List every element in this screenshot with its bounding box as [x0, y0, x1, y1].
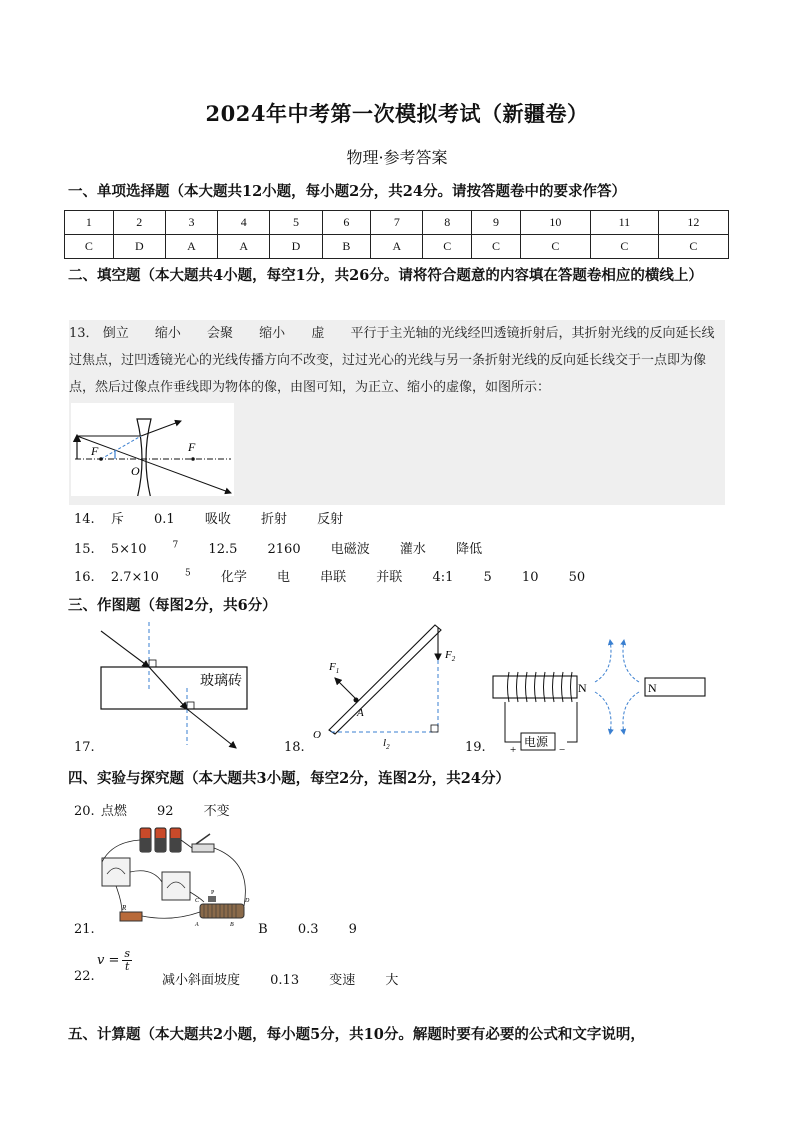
answer-table-number-cell: 7	[371, 211, 423, 235]
rheostat-slider	[208, 896, 216, 902]
q20-answer: 点燃	[100, 804, 127, 819]
answer-table-number-cell: 9	[472, 211, 521, 235]
q16-answer: 并联	[376, 570, 403, 585]
q13-answer: 会聚	[207, 326, 234, 341]
wire	[505, 702, 521, 742]
label-p: P	[211, 890, 215, 896]
q15-number: 15.	[74, 542, 95, 557]
emergent-ray	[187, 709, 236, 748]
q15-answer: 灌水	[399, 542, 426, 557]
label-r: R	[122, 904, 127, 912]
q22-answer: 减小斜面坡度	[162, 973, 241, 988]
label-c: C	[195, 898, 200, 904]
label-minus: −	[559, 744, 566, 755]
answer-table-number-cell: 4	[218, 211, 270, 235]
answer-table-number-cell: 5	[270, 211, 322, 235]
label-power: 电源	[524, 735, 549, 749]
answer-table-answer-cell: C	[65, 235, 114, 259]
q17-number: 17.	[74, 740, 95, 755]
q16-row	[74, 566, 611, 585]
q21-answer: 9	[348, 922, 357, 937]
center-ray	[77, 436, 231, 493]
section1-heading: 一、单项选择题（本大题共12小题，每小题2分，共24分。请按答题卷中的要求作答）	[68, 183, 626, 200]
section3-heading: 三、作图题（每图2分，共6分）	[68, 597, 277, 614]
rheostat	[200, 904, 244, 918]
q21-answer: B	[258, 922, 268, 937]
incident-ray	[101, 631, 149, 667]
label-f1: $F_1$	[329, 661, 340, 675]
label-o: O	[313, 729, 321, 741]
q18-diagram	[305, 620, 475, 755]
focus-point	[191, 457, 195, 461]
q22-number: 22.	[74, 969, 95, 984]
q19-diagram	[485, 630, 715, 755]
q13-answer: 缩小	[259, 326, 286, 341]
q15-answer-first: 5×10 $^7$	[110, 540, 179, 557]
formula-fraction	[122, 948, 132, 973]
q14-answer: 0.1	[153, 512, 175, 527]
right-angle-mark	[149, 660, 156, 667]
formula-numerator: s	[124, 947, 131, 960]
label-a: A	[195, 922, 199, 928]
q22-answer: 变速	[329, 973, 356, 988]
q16-answer: 10	[521, 570, 539, 585]
q13-block	[69, 320, 725, 505]
refracted-ray	[141, 421, 181, 436]
section4-heading: 四、实验与探究题（本大题共3小题，每空2分，连图2分，共24分）	[68, 770, 510, 787]
q15-answer: 电磁波	[330, 542, 370, 557]
switch-lever	[196, 834, 210, 844]
section5-heading: 五、计算题（本大题共2小题，每小题5分，共10分。解题时要有必要的公式和文字说明，	[68, 1026, 645, 1043]
ammeter	[162, 872, 190, 900]
q14-answer: 吸收	[204, 512, 231, 527]
wire	[567, 702, 577, 742]
answer-table-number-cell: 10	[520, 211, 590, 235]
q14-number: 14.	[74, 512, 95, 527]
answer-table-number-cell: 1	[65, 211, 114, 235]
label-f-left: F	[91, 444, 99, 458]
q20-answer: 92	[156, 804, 174, 819]
answer-table-number-cell: 11	[590, 211, 658, 235]
answer-table-answer-cell: A	[371, 235, 423, 259]
answer-table-answer-cell: A	[165, 235, 217, 259]
q22-row	[162, 969, 424, 988]
label-plus: +	[510, 744, 517, 755]
answer-table-number-row	[65, 211, 729, 235]
formula-denominator: t	[124, 960, 130, 973]
label-f2: $F_2$	[445, 649, 456, 663]
label-n-magnet: N	[648, 681, 657, 695]
q13-answer: 缩小	[154, 326, 181, 341]
q22-answer: 0.13	[270, 973, 300, 988]
answer-table-answer-cell: C	[472, 235, 521, 259]
switch	[192, 844, 214, 852]
q21-circuit-diagram	[92, 822, 252, 932]
section2-heading: 二、填空题（本大题共4小题，每空1分，共26分。请将符合题意的内容填在答题卷相应的横线上）	[68, 267, 703, 284]
answer-table-answer-cell: A	[218, 235, 270, 259]
label-b: B	[230, 922, 234, 928]
q21-answer: 0.3	[297, 922, 319, 937]
answer-table-answer-cell: C	[520, 235, 590, 259]
q13-number: 13．	[69, 326, 99, 341]
q15-answer: 降低	[456, 542, 483, 557]
q14-answer: 折射	[260, 512, 287, 527]
q20-answer: 不变	[203, 804, 230, 819]
answer-table	[64, 210, 729, 259]
q13-text	[69, 320, 725, 401]
label-a: A	[357, 707, 364, 719]
answer-table-answer-row	[65, 235, 729, 259]
q18-number: 18.	[284, 740, 305, 755]
q20-number: 20.	[74, 804, 95, 819]
q21-row	[74, 922, 383, 937]
q16-answer: 50	[568, 570, 586, 585]
q16-answer: 4:1	[432, 570, 454, 585]
q21-number: 21.	[74, 922, 95, 937]
q15-answer: 12.5	[208, 542, 238, 557]
q16-answer: 5	[483, 570, 492, 585]
q22-answer: 大	[385, 973, 399, 988]
q14-row	[74, 508, 369, 527]
magnetic-field-lines	[595, 640, 639, 734]
point-a	[354, 698, 359, 703]
page-subtitle: 物理·参考答案	[346, 148, 448, 167]
q15-answer: 2160	[267, 542, 301, 557]
answer-table-number-cell: 8	[423, 211, 472, 235]
page-title: 2024年中考第一次模拟考试（新疆卷）	[205, 101, 589, 126]
force-f1-arrow	[335, 678, 355, 698]
label-n-solenoid: N	[578, 681, 587, 695]
q19-number: 19.	[465, 740, 486, 755]
q16-answer: 串联	[320, 570, 347, 585]
q14-answer: 斥	[110, 512, 124, 527]
label-o: O	[131, 464, 140, 478]
voltmeter	[102, 858, 130, 886]
right-angle-mark	[431, 725, 438, 732]
q13-explanation: 平行于主光轴的光线经凹透镜折射后，其折射光线的反向延长线过焦点，过凹透镜光心的光线传播方向不改变，过过光心的光线与另一条折射光线的反向延长线交于一点即为像点，然后过像点作垂线即为物体的像，由图可知，为正立、缩小的虚像，如图所示：	[69, 326, 715, 395]
label-d: D	[245, 898, 250, 904]
lever-bar	[329, 625, 441, 734]
q16-answer: 电	[276, 570, 290, 585]
formula-lhs: v =	[97, 953, 120, 968]
concave-lens	[137, 419, 151, 496]
refracted-ray	[149, 667, 187, 709]
glass-label: 玻璃砖	[200, 674, 242, 689]
answer-table-answer-cell: C	[590, 235, 658, 259]
focus-point	[99, 457, 103, 461]
answer-table-number-cell: 12	[658, 211, 728, 235]
q22-formula	[97, 948, 132, 973]
answer-table-answer-cell: D	[270, 235, 322, 259]
q15-row	[74, 538, 508, 557]
q16-number: 16.	[74, 570, 95, 585]
right-angle-mark	[187, 702, 194, 709]
q16-answer-first: 2.7×10 $^5$	[110, 568, 191, 585]
answer-table-number-cell: 6	[322, 211, 371, 235]
battery-pack	[140, 828, 181, 852]
answer-table-number-cell: 3	[165, 211, 217, 235]
answer-table-answer-cell: D	[113, 235, 165, 259]
concave-lens-figure	[71, 403, 234, 496]
q16-answer: 化学	[220, 570, 247, 585]
answer-table-answer-cell: C	[658, 235, 728, 259]
q13-lens-diagram	[71, 403, 234, 496]
q14-answer: 反射	[317, 512, 344, 527]
q13-answer: 虚	[311, 326, 325, 341]
q13-answer: 倒立	[102, 326, 129, 341]
q20-row	[74, 800, 256, 819]
resistor-r	[120, 912, 142, 921]
answer-table-number-cell: 2	[113, 211, 165, 235]
q17-diagram	[92, 620, 252, 755]
answer-table-answer-cell: C	[423, 235, 472, 259]
label-f-right: F	[188, 440, 196, 454]
answer-table-answer-cell: B	[322, 235, 371, 259]
label-l2: $l_2$	[383, 737, 390, 751]
